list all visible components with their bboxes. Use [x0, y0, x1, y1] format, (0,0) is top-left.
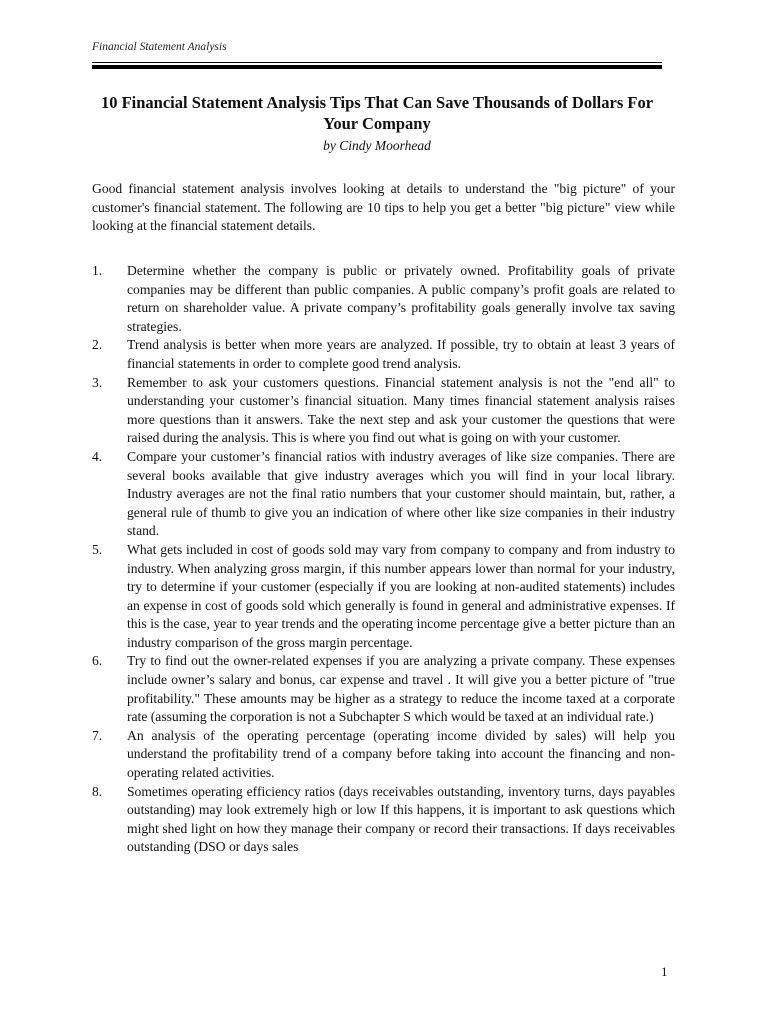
article-byline: by Cindy Moorhead	[323, 138, 431, 153]
tip-number: 2.	[92, 337, 103, 353]
list-item	[92, 541, 675, 653]
tip-number: 8.	[92, 783, 103, 799]
list-item	[92, 652, 675, 726]
tip-text: Remember to ask your customers questions. Financial statement analysis is not the "end all" to understanding your customer’s financial situation. Many times financial statement analysis raises more questions than it answers. Take the next step and ask your customer the questions that were raised during the analysis. This is where you find out what is going on with your customer.	[127, 374, 675, 446]
header-rule-thin	[92, 62, 662, 63]
tip-number: 7.	[92, 727, 103, 743]
tips-list	[92, 262, 675, 857]
tip-number: 4.	[92, 448, 103, 464]
page-number: 1	[661, 964, 668, 979]
list-item	[92, 336, 675, 373]
list-item	[92, 262, 675, 336]
list-item	[92, 448, 675, 541]
header-rule-thick	[92, 65, 662, 69]
tip-number: 3.	[92, 374, 103, 390]
tip-text: Determine whether the company is public or privately owned. Profitability goals of private companies may be different than public companies. A public company’s profit goals are related to return on shareholder value. A private company’s profitability goals generally involve tax saving strategies.	[127, 263, 675, 334]
list-item	[92, 783, 675, 857]
tip-text: Try to find out the owner-related expenses if you are analyzing a private company. These expenses include owner’s salary and bonus, car expense and travel . It will give you a better picture of "true profitability." These amounts may be higher as a strategy to reduce the income taxed at a corporate rate (assuming the corporation is not a Subchapter S which would be taxed at an individual rate.)	[127, 653, 675, 725]
tip-text: Sometimes operating efficiency ratios (days receivables outstanding, inventory turns, days payables outstanding) may look extremely high or low If this happens, it is important to ask questions which might shed light on how they manage their company or record their transactions. If days receivables outstanding (DSO or days sales	[127, 783, 675, 855]
list-item	[92, 374, 675, 448]
tip-number: 5.	[92, 541, 103, 557]
tip-text: Compare your customer’s financial ratios with industry averages of like size companies. There are several books available that give industry averages which you will find in your local library. Industry averages are not the final ratio numbers that your customer should maintain, but, rather, a general rule of thumb to give you an indication of where other like size companies in their industry stand.	[127, 448, 675, 539]
article-title: 10 Financial Statement Analysis Tips That Can Save Thousands of Dollars For Your Company	[100, 93, 654, 133]
list-item	[92, 727, 675, 783]
intro-paragraph: Good financial statement analysis involves looking at details to understand the "big picture" of your customer's financial statement. The following are 10 tips to help you get a better "big picture" view while looking at the financial statement details.	[92, 181, 675, 234]
running-header: Financial Statement Analysis	[92, 41, 227, 53]
tip-number: 1.	[92, 263, 103, 278]
tip-number: 6.	[92, 653, 103, 669]
tip-text: Trend analysis is better when more years are analyzed. If possible, try to obtain at least 3 years of financial statements in order to complete good trend analysis.	[127, 337, 675, 371]
tip-text: An analysis of the operating percentage (operating income divided by sales) will help you understand the profitability trend of a company before taking into account the financing and non-operating related activities.	[127, 727, 675, 781]
tip-text: What gets included in cost of goods sold may vary from company to company and from industry to industry. When analyzing gross margin, if this number appears lower than normal for your industry, try to determine if your customer (especially if you are looking at non-audited statements) includes an expense in cost of goods sold which generally is found in general and administrative expenses. If this is the case, year to year trends and the operating income percentage give a better picture than an industry comparison of the gross margin percentage.	[127, 541, 675, 650]
